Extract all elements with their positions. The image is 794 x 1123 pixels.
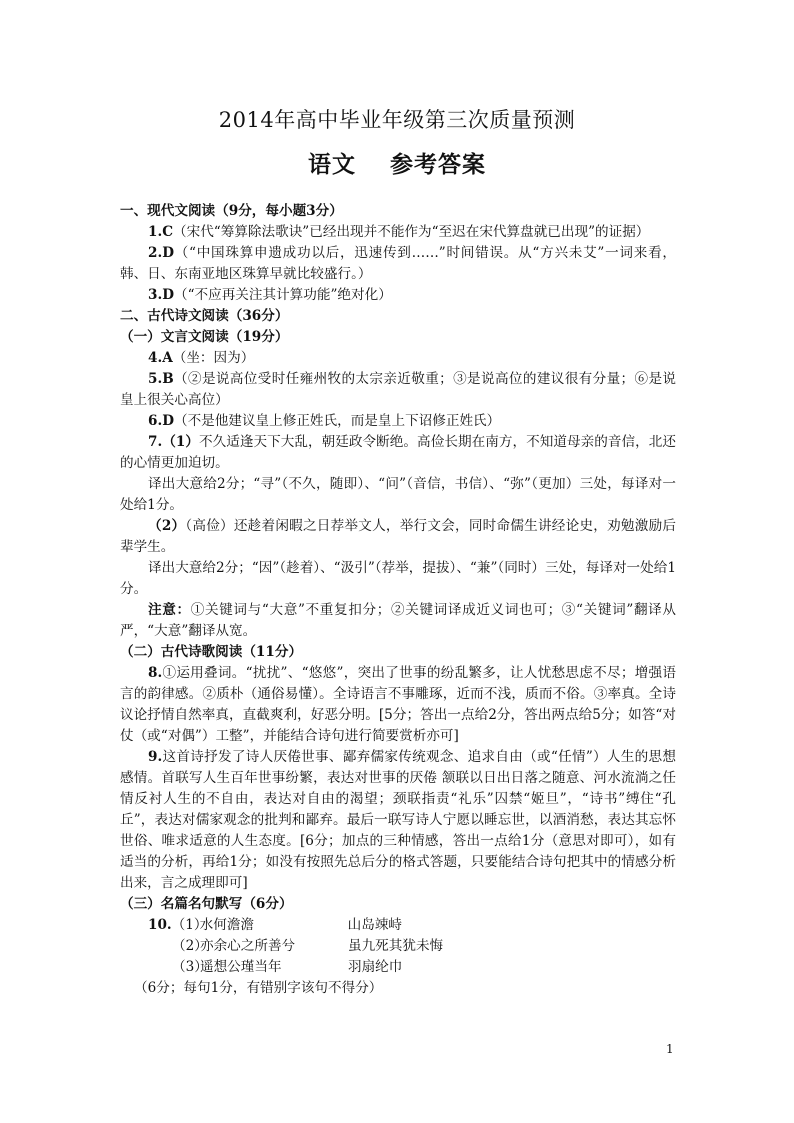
q3-text: （“不应再关注其计算功能”绝对化）: [173, 287, 392, 303]
q10-row-1: [148, 915, 676, 936]
answer-q7-2-scoring: 译出大意给2分；“因”（趁着）、“汲引”（荐举，提拔）、“兼”（同时）三处，每译对一处给1分。: [120, 560, 676, 597]
answer-q10: [120, 915, 676, 978]
q10-row-3: [148, 957, 676, 978]
q1-text: （宋代“筹算除法歌诀”已经出现并不能作为“至迟在宋代算盘就已出现”的证据）: [173, 224, 650, 240]
section-heading-classical: 二、古代诗文阅读（36分）: [120, 308, 289, 324]
q7-2-text: （高俭）还趁着闲暇之日荐举文人，举行文会，同时命儒生讲经论史，劝勉激励后辈学生。: [120, 518, 676, 555]
q4-text: （坐：因为）: [172, 350, 255, 366]
q7-2-number: （2）: [148, 518, 186, 534]
q5-number: 5.B: [148, 371, 174, 387]
page-subtitle: [0, 146, 794, 179]
answer-q7-1: [120, 432, 676, 474]
attention-text: ①关键词与“大意”不重复扣分；②关键词译成近义词也可；③“关键词”翻译从严，“大意”翻译从宽。: [120, 602, 677, 639]
q10-row-2: [148, 936, 676, 957]
q9-text: 这首诗抒发了诗人厌倦世事、鄙弃儒家传统观念、追求自由（或“任情”）人生的思想感情。首联写人生百年世事纷繁，表达对世事的厌倦 颔联以日出日落之随意、河水流淌之任情反衬人生的不自由，表达对自由的渴望；颈联指责“礼乐”囚禁“姬旦”，“诗书”缚住“孔丘”，表达对儒家观念的批判和鄙弃。最后一联写诗人宁愿以睡忘世，以酒消愁，表达其忘怀世俗、唯求适意的人生态度。[6分；加点的三种情感，答出一点给1分（意思对即可），如有适当的分析，再给1分；如没有按照先总后分的格式答题，只要能结合诗句把其中的情感分析出来，言之成理即可]: [120, 749, 676, 891]
q8-number: 8.: [148, 665, 163, 681]
q2-text: （“中国珠算申遗成功以后，迅速传到……”时间错误。从“方兴未艾”一词来看，韩、日、东南亚地区珠算早就比较盛行。）: [120, 245, 676, 282]
q9-number: 9.: [148, 749, 163, 765]
q10-row-2-line-a: 亦余心之所善兮: [200, 938, 296, 954]
answer-q10-scoring: （6分；每句1分，有错别字该句不得分）: [134, 980, 383, 996]
answer-q7-1-scoring: 译出大意给2分；“寻”（不久，随即）、“问”（音信，书信）、“弥”（更加）三处，每译对一处给1分。: [120, 476, 676, 513]
answer-q7-2: [120, 516, 676, 558]
subsection-heading-poetry: （二）古代诗歌阅读（11分）: [120, 644, 303, 660]
q10-row-3-line-a: 遥想公瑾当年: [200, 959, 282, 975]
answer-q3: [120, 285, 676, 306]
answer-q1: [120, 222, 676, 243]
q4-number: 4.A: [148, 350, 173, 366]
subtitle-answer-key: 参考答案: [390, 151, 486, 178]
answer-q4: [120, 348, 676, 369]
subsection-heading-prose: （一）文言文阅读（19分）: [120, 329, 289, 345]
answer-q5: [120, 369, 676, 411]
answer-q9: [120, 747, 676, 894]
q6-number: 6.D: [148, 413, 174, 429]
q3-number: 3.D: [148, 287, 174, 303]
q10-number: 10.: [148, 917, 172, 933]
q10-row-3-line-b: 羽扇纶巾: [348, 959, 403, 975]
q10-row-1-line-b: 山岛竦峙: [347, 917, 403, 933]
q6-text: （不是他建议皇上修正姓氏，而是皇上下诏修正姓氏）: [173, 413, 501, 429]
answer-q8: [120, 663, 676, 747]
q8-text: ①运用叠词。“扰扰”、“悠悠”，突出了世事的纷乱繁多，让人忧愁思虑不尽；增强语言的韵律感。②质朴（通俗易懂）。全诗语言不事雕琢，近而不浅，质而不俗。③率真。全诗议论抒情自然率真，直截爽利，好恶分明。[5分；答出一点给2分，答出两点给5分；如答“对仗（或“对偶”）工整”，并能结合诗句进行简要赏析亦可]: [120, 665, 676, 744]
q1-number: 1.C: [148, 224, 174, 240]
q5-text: （②是说高位受时任雍州牧的太宗亲近敬重；③是说高位的建议很有分量；⑥是说皇上很关心高位）: [120, 371, 676, 408]
q10-row-1-line-a: 水何澹澹: [199, 917, 255, 933]
q10-row-2-index: （2）: [172, 938, 208, 954]
q10-row-1-index: （1）: [171, 917, 208, 933]
subsection-heading-recitation: （三）名篇名句默写（6分）: [120, 896, 293, 912]
answer-q2: [120, 243, 676, 285]
section-heading-modern-reading: 一、现代文阅读（9分，每小题3分）: [120, 203, 343, 219]
answer-q7-attention: [120, 600, 676, 642]
page-number: 1: [666, 1042, 674, 1056]
attention-label: 注意：: [148, 602, 191, 618]
page-title: 2014年高中毕业年级第三次质量预测: [218, 108, 576, 132]
subtitle-subject: 语文: [308, 151, 356, 178]
answer-content: [120, 201, 676, 999]
q2-number: 2.D: [148, 245, 174, 261]
q7-1-number: 7.（1）: [148, 434, 199, 450]
q10-row-2-line-b: 虽九死其犹未悔: [348, 938, 444, 954]
answer-q6: [120, 411, 676, 432]
q7-1-text: 不久适逢天下大乱，朝廷政令断绝。高俭长期在南方，不知道母亲的音信，北还的心情更加迫切。: [120, 434, 676, 471]
q10-row-3-index: （3）: [172, 959, 208, 975]
